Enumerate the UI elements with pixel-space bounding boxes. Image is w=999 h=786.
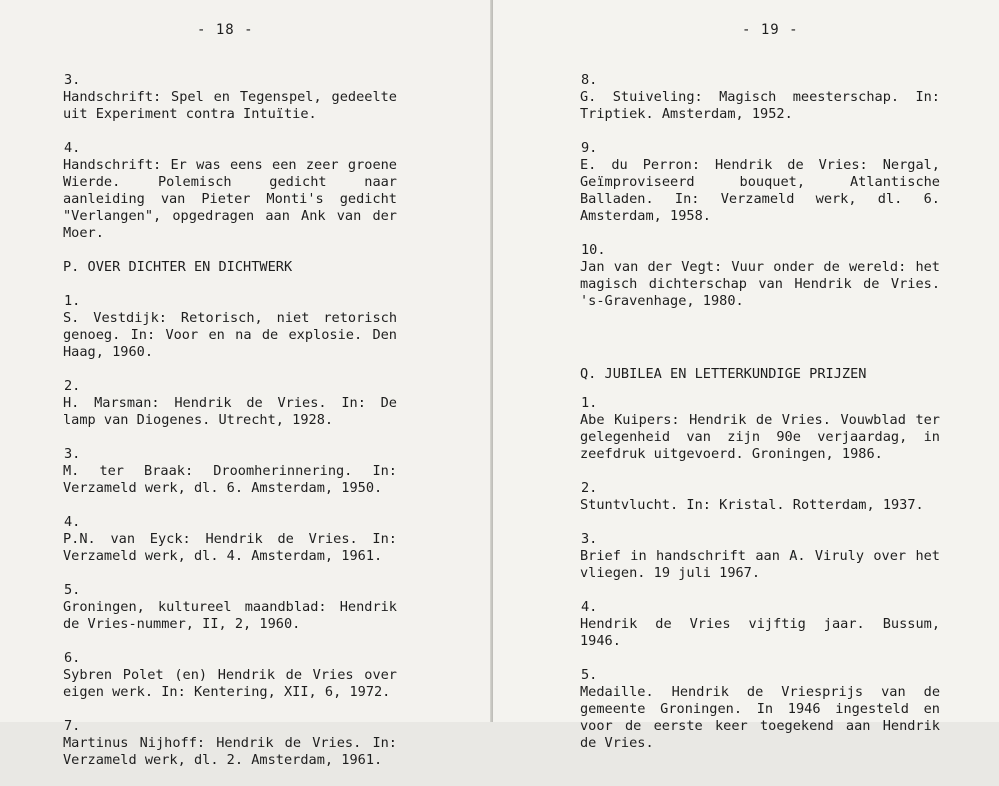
entry-number: 6. xyxy=(64,650,81,666)
entry-number: 7. xyxy=(64,718,81,734)
entry-text: Martinus Nijhoff: Hendrik de Vries. In: Verzameld werk, dl. 2. Amsterdam, 1961. xyxy=(63,735,397,768)
entry-number: 3. xyxy=(64,446,81,462)
entry-number: 3. xyxy=(581,531,598,547)
entry-number: 2. xyxy=(581,480,598,496)
entry-number: 5. xyxy=(64,582,81,598)
entry-text: Jan van der Vegt: Vuur onder de wereld: het magisch dichterschap van Hendrik de Vries. 's-Gravenhage, 1980. xyxy=(580,259,940,309)
section-heading: Q. JUBILEA EN LETTERKUNDIGE PRIJZEN xyxy=(580,366,867,382)
entry xyxy=(63,582,397,633)
entry-text: Sybren Polet (en) Hendrik de Vries over eigen werk. In: Kentering, XII, 6, 1972. xyxy=(63,667,397,700)
entry-number: 5. xyxy=(581,667,598,683)
left-page xyxy=(0,0,492,768)
entry-number: 1. xyxy=(581,395,598,411)
entry-text: M. ter Braak: Droomherinnering. In: Verzameld werk, dl. 6. Amsterdam, 1950. xyxy=(63,463,397,496)
entry-text: E. du Perron: Hendrik de Vries: Nergal, Geïmproviseerd bouquet, Atlantische Balladen. In: Verzameld werk, dl. 6. Amsterdam, 1958. xyxy=(580,157,940,224)
text-column xyxy=(63,72,397,786)
entry-number: 9. xyxy=(581,140,598,156)
entry xyxy=(63,718,397,769)
page-number: - 18 - xyxy=(197,22,254,38)
entry-text: Hendrik de Vries vijftig jaar. Bussum, 1946. xyxy=(580,616,940,649)
entry xyxy=(580,667,940,752)
entry-text: H. Marsman: Hendrik de Vries. In: De lamp van Diogenes. Utrecht, 1928. xyxy=(63,395,397,428)
entry-text: Medaille. Hendrik de Vriesprijs van de gemeente Groningen. In 1946 ingesteld en voor de eerste keer toegekend aan Hendrik de Vries. xyxy=(580,684,940,751)
right-page xyxy=(493,0,999,751)
entry xyxy=(580,72,940,123)
entry-text: G. Stuiveling: Magisch meesterschap. In: Triptiek. Amsterdam, 1952. xyxy=(580,89,940,122)
entry-number: 10. xyxy=(581,242,606,258)
entry xyxy=(63,140,397,242)
entry xyxy=(63,514,397,565)
entry xyxy=(580,140,940,225)
entry-text: Stuntvlucht. In: Kristal. Rotterdam, 1937. xyxy=(580,497,924,513)
entry xyxy=(580,480,940,514)
text-column xyxy=(580,72,940,769)
section-heading: P. OVER DICHTER EN DICHTWERK xyxy=(63,259,293,275)
entry-text: Abe Kuipers: Hendrik de Vries. Vouwblad ter gelegenheid van zijn 90e verjaardag, in zeefdruk uitgevoerd. Groningen, 1986. xyxy=(580,412,940,462)
entry xyxy=(63,293,397,361)
entry-number: 4. xyxy=(64,140,81,156)
entry xyxy=(63,650,397,701)
entry-text: Handschrift: Spel en Tegenspel, gedeelte uit Experiment contra Intuïtie. xyxy=(63,89,397,122)
entry-number: 3. xyxy=(64,72,81,88)
entry-number: 4. xyxy=(581,599,598,615)
page-number: - 19 - xyxy=(742,22,799,38)
entry xyxy=(580,599,940,650)
entry-text: Handschrift: Er was eens een zeer groene Wierde. Polemisch gedicht naar aanleiding van Pieter Monti's gedicht "Verlangen", opgedragen aan Ank van der Moer. xyxy=(63,157,397,241)
entry xyxy=(63,378,397,429)
entry xyxy=(580,531,940,582)
entry xyxy=(63,446,397,497)
entry-text: P.N. van Eyck: Hendrik de Vries. In: Verzameld werk, dl. 4. Amsterdam, 1961. xyxy=(63,531,397,564)
entry-number: 8. xyxy=(581,72,598,88)
entry-number: 2. xyxy=(64,378,81,394)
entry-number: 1. xyxy=(64,293,81,309)
entry-text: Brief in handschrift aan A. Viruly over het vliegen. 19 juli 1967. xyxy=(580,548,940,581)
entry-text: S. Vestdijk: Retorisch, niet retorisch genoeg. In: Voor en na de explosie. Den Haag, 1960. xyxy=(63,310,397,360)
entry xyxy=(63,72,397,123)
entry-text: Groningen, kultureel maandblad: Hendrik de Vries-nummer, II, 2, 1960. xyxy=(63,599,397,632)
entry xyxy=(580,242,940,310)
entry-number: 4. xyxy=(64,514,81,530)
entry xyxy=(580,395,940,463)
